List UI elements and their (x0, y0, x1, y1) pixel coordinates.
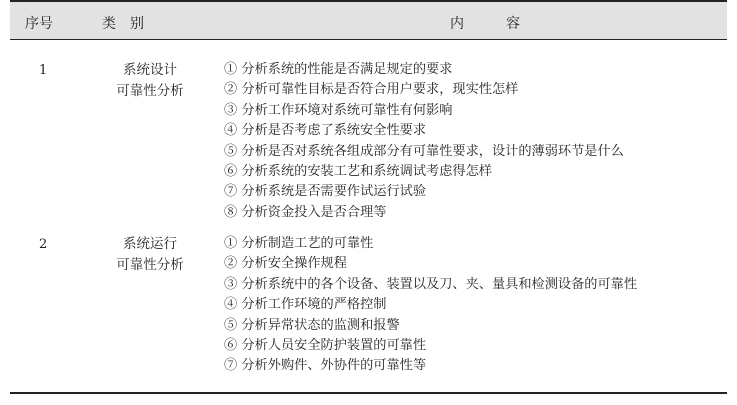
list-item: ⑦ 分析系统是否需要作试运行试验 (224, 184, 427, 200)
list-item: ④ 分析是否考虑了系统安全性要求 (224, 123, 427, 139)
row-number: 1 (39, 63, 48, 78)
list-item: ② 分析安全操作规程 (224, 256, 347, 272)
list-item: ① 分析系统的性能是否满足规定的要求 (224, 62, 453, 77)
table-row (10, 60, 727, 222)
row-category (100, 60, 200, 102)
row-category-line: 可靠性分析 (116, 257, 184, 273)
list-item: ⑤ 分析异常状态的监测和报警 (224, 317, 400, 333)
table-row (10, 234, 727, 382)
row-category-line: 系统运行 (123, 236, 177, 252)
list-item: ⑥ 分析人员安全防护装置的可靠性 (224, 338, 427, 354)
row-content-list (224, 234, 637, 377)
row-content-list (224, 60, 624, 223)
header-category: 类 别 (102, 16, 144, 32)
list-item: ③ 分析工作环境对系统可靠性有何影响 (224, 102, 453, 118)
list-item: ② 分析可靠性目标是否符合用户要求，现实性怎样 (224, 82, 519, 98)
list-item: ⑤ 分析是否对系统各组成部分有可靠性要求，设计的薄弱环节是什么 (224, 143, 624, 159)
list-item: ⑧ 分析资金投入是否合理等 (224, 204, 387, 220)
header-content: 内 容 (450, 16, 520, 32)
row-category (100, 234, 200, 276)
row-number: 2 (39, 237, 48, 252)
list-item: ① 分析制造工艺的可靠性 (224, 236, 374, 251)
table-header (10, 0, 727, 40)
list-item: ③ 分析系统中的各个设备、装置以及刀、夹、量具和检测设备的可靠性 (224, 276, 638, 292)
reliability-analysis-table (10, 0, 727, 382)
list-item: ⑥ 分析系统的安装工艺和系统调试考虑得怎样 (224, 164, 492, 180)
row-category-line: 可靠性分析 (116, 83, 184, 99)
list-item: ⑦ 分析外购件、外协件的可靠性等 (224, 358, 427, 374)
header-serial-number: 序号 (25, 16, 53, 32)
row-category-line: 系统设计 (123, 62, 177, 78)
table-bottom-rule (10, 392, 727, 394)
list-item: ④ 分析工作环境的严格控制 (224, 297, 387, 313)
